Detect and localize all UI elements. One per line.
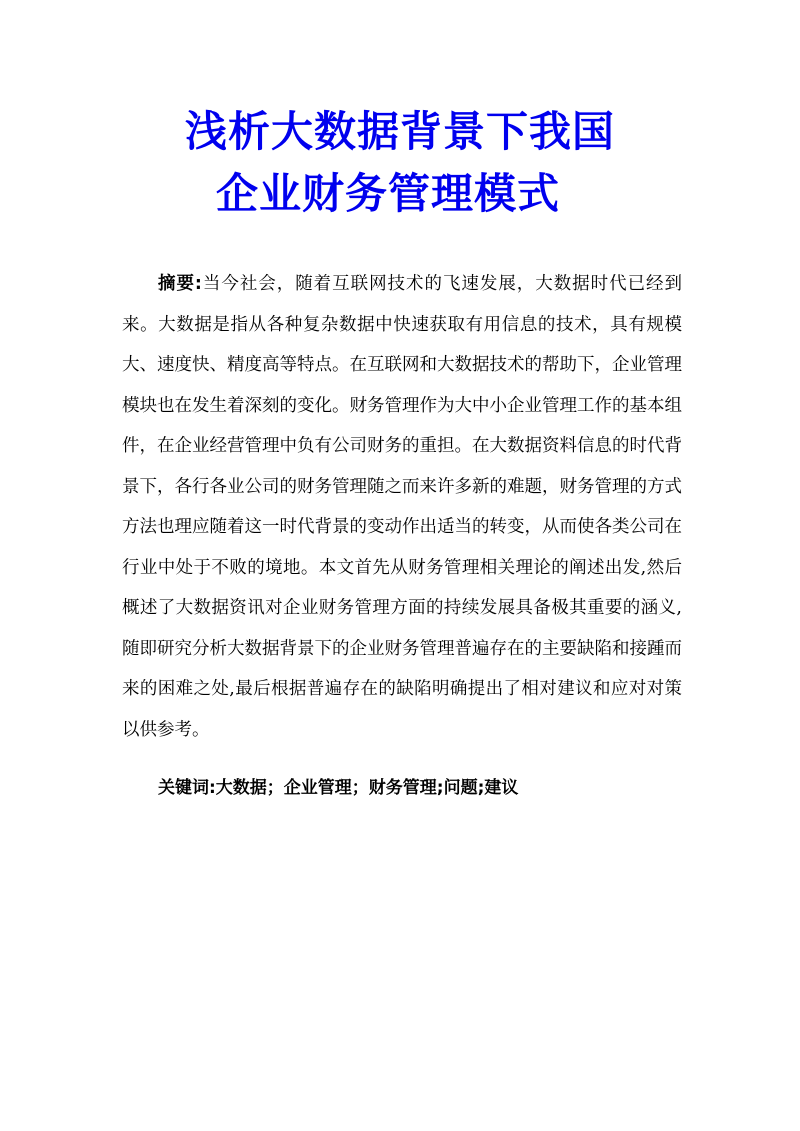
document-title-line-2: 企业财务管理模式 [215,169,560,218]
abstract-label: 摘要: [158,274,202,294]
document-title-line-1: 浅析大数据背景下我国 [184,107,615,156]
abstract-section [122,264,682,750]
abstract-paragraph [122,264,682,750]
abstract-text: 当今社会，随着互联网技术的飞速发展，大数据时代已经到来。大数据是指从各种复杂数据中快速获取有用信息的技术，具有规模大、速度快、精度高等特点。在互联网和大数据技术的帮助下，企业管理模块也在发生着深刻的变化。财务管理作为大中小企业管理工作的基本组件，在企业经营管理中负有公司财务的重担。在大数据资料信息的时代背景下，各行各业公司的财务管理随之而来许多新的难题，财务管理的方式方法也理应随着这一时代背景的变动作出适当的转变，从而使各类公司在行业中处于不败的境地。本文首先从财务管理相关理论的阐述出发,然后概述了大数据资讯对企业财务管理方面的持续发展具备极其重要的涵义,随即研究分析大数据背景下的企业财务管理普遍存在的主要缺陷和接踵而来的困难之处,最后根据普遍存在的缺陷明确提出了相对建议和应对对策以供参考。 [122,274,683,740]
keywords-line: 关键词:大数据；企业管理；财务管理;问题;建议 [158,778,519,798]
